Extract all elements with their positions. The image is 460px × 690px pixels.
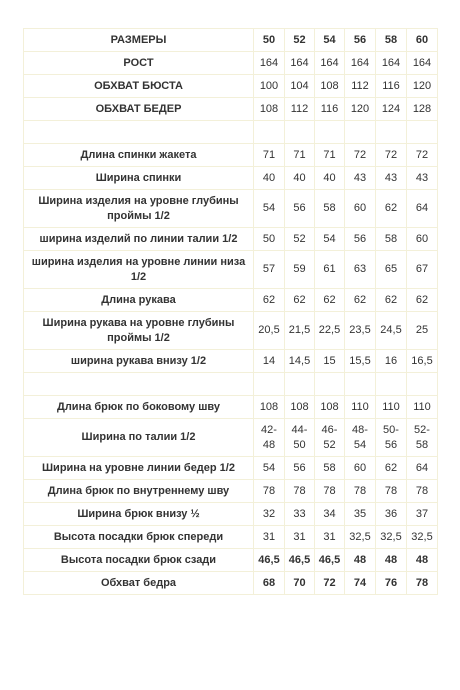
size-value-cell: 40 (285, 167, 315, 190)
size-value-cell (254, 373, 285, 396)
size-value-cell (407, 121, 438, 144)
size-value-cell: 24,5 (376, 312, 407, 350)
row-label: Ширина брюк внизу ½ (24, 503, 254, 526)
size-value-cell: 32,5 (345, 526, 376, 549)
table-row (24, 480, 438, 503)
size-value-cell: 62 (376, 289, 407, 312)
size-value-cell: 57 (254, 251, 285, 289)
size-value-cell: 46,5 (254, 549, 285, 572)
size-value-cell: 164 (407, 52, 438, 75)
size-value-cell (254, 121, 285, 144)
size-value-cell: 68 (254, 572, 285, 595)
size-value-cell: 76 (376, 572, 407, 595)
size-value-cell: 20,5 (254, 312, 285, 350)
size-value-cell: 14,5 (285, 350, 315, 373)
size-value-cell: 56 (345, 228, 376, 251)
size-value-cell: 112 (285, 98, 315, 121)
size-value-cell: 108 (315, 75, 345, 98)
row-label: ОБХВАТ БЕДЕР (24, 98, 254, 121)
size-value-cell: 120 (345, 98, 376, 121)
table-row (24, 52, 438, 75)
row-label: Длина брюк по внутреннему шву (24, 480, 254, 503)
size-value-cell: 72 (345, 144, 376, 167)
size-value-cell: 60 (345, 457, 376, 480)
size-value-cell (285, 373, 315, 396)
size-value-cell: 108 (254, 396, 285, 419)
size-value-cell: 72 (376, 144, 407, 167)
size-value-cell: 71 (285, 144, 315, 167)
row-label (24, 121, 254, 144)
table-row (24, 396, 438, 419)
size-value-cell: 58 (315, 457, 345, 480)
row-label: РОСТ (24, 52, 254, 75)
size-value-cell: 58 (376, 228, 407, 251)
size-value-cell: 43 (407, 167, 438, 190)
size-value-cell: 62 (285, 289, 315, 312)
size-value-cell (376, 373, 407, 396)
table-row (24, 75, 438, 98)
row-label: Ширина по талии 1/2 (24, 419, 254, 457)
size-value-cell: 32,5 (376, 526, 407, 549)
size-value-cell: 110 (345, 396, 376, 419)
row-label: Ширина на уровне линии бедер 1/2 (24, 457, 254, 480)
size-value-cell: 128 (407, 98, 438, 121)
size-value-cell: 54 (254, 190, 285, 228)
size-value-cell: 64 (407, 457, 438, 480)
size-value-cell: 16 (376, 350, 407, 373)
size-value-cell: 78 (407, 480, 438, 503)
size-value-cell (285, 121, 315, 144)
row-label: ширина изделия на уровне линии низа 1/2 (24, 251, 254, 289)
size-value-cell: 52-58 (407, 419, 438, 457)
size-value-cell: 31 (285, 526, 315, 549)
row-label: Высота посадки брюк сзади (24, 549, 254, 572)
table-row (24, 312, 438, 350)
size-value-cell: 112 (345, 75, 376, 98)
size-value-cell: 124 (376, 98, 407, 121)
size-value-cell: 44-50 (285, 419, 315, 457)
size-value-cell: 78 (254, 480, 285, 503)
size-value-cell: 32 (254, 503, 285, 526)
size-value-cell: 22,5 (315, 312, 345, 350)
table-row (24, 419, 438, 457)
size-value-cell (345, 121, 376, 144)
size-value-cell: 58 (315, 190, 345, 228)
row-label: Ширина изделия на уровне глубины проймы 1/2 (24, 190, 254, 228)
size-value-cell: 78 (407, 572, 438, 595)
size-value-cell: 50 (254, 29, 285, 52)
size-value-cell: 31 (315, 526, 345, 549)
size-value-cell: 25 (407, 312, 438, 350)
table-row (24, 549, 438, 572)
size-value-cell (315, 121, 345, 144)
size-value-cell: 108 (315, 396, 345, 419)
size-value-cell: 74 (345, 572, 376, 595)
size-value-cell: 56 (285, 457, 315, 480)
size-value-cell: 65 (376, 251, 407, 289)
size-value-cell: 72 (315, 572, 345, 595)
size-value-cell: 46-52 (315, 419, 345, 457)
size-value-cell: 54 (315, 29, 345, 52)
size-value-cell: 61 (315, 251, 345, 289)
size-value-cell (315, 373, 345, 396)
size-value-cell: 164 (376, 52, 407, 75)
size-value-cell: 64 (407, 190, 438, 228)
size-value-cell: 36 (376, 503, 407, 526)
size-value-cell: 110 (376, 396, 407, 419)
size-value-cell: 35 (345, 503, 376, 526)
spacer-row (24, 373, 438, 396)
size-value-cell: 33 (285, 503, 315, 526)
size-value-cell (345, 373, 376, 396)
table-row (24, 29, 438, 52)
row-label (24, 373, 254, 396)
size-value-cell: 48 (345, 549, 376, 572)
size-value-cell: 60 (407, 228, 438, 251)
size-value-cell: 54 (315, 228, 345, 251)
size-value-cell: 60 (345, 190, 376, 228)
size-value-cell: 60 (407, 29, 438, 52)
size-value-cell: 71 (315, 144, 345, 167)
size-value-cell: 62 (376, 190, 407, 228)
size-value-cell: 72 (407, 144, 438, 167)
table-row (24, 572, 438, 595)
size-value-cell: 71 (254, 144, 285, 167)
size-value-cell: 50-56 (376, 419, 407, 457)
size-value-cell: 108 (285, 396, 315, 419)
size-value-cell: 15,5 (345, 350, 376, 373)
size-value-cell: 46,5 (285, 549, 315, 572)
size-value-cell: 34 (315, 503, 345, 526)
size-value-cell: 32,5 (407, 526, 438, 549)
size-value-cell: 15 (315, 350, 345, 373)
size-value-cell: 62 (345, 289, 376, 312)
row-label: ширина рукава внизу 1/2 (24, 350, 254, 373)
size-value-cell: 48-54 (345, 419, 376, 457)
size-value-cell (407, 373, 438, 396)
table-row (24, 98, 438, 121)
size-value-cell: 48 (376, 549, 407, 572)
row-label: Длина брюк по боковому шву (24, 396, 254, 419)
size-value-cell: 100 (254, 75, 285, 98)
size-value-cell: 164 (285, 52, 315, 75)
table-row (24, 289, 438, 312)
size-value-cell: 63 (345, 251, 376, 289)
table-row (24, 228, 438, 251)
row-label: Высота посадки брюк спереди (24, 526, 254, 549)
size-value-cell: 58 (376, 29, 407, 52)
size-value-cell: 43 (345, 167, 376, 190)
size-value-cell: 59 (285, 251, 315, 289)
size-value-cell: 21,5 (285, 312, 315, 350)
size-value-cell: 108 (254, 98, 285, 121)
row-label: РАЗМЕРЫ (24, 29, 254, 52)
size-value-cell: 78 (285, 480, 315, 503)
size-value-cell: 164 (345, 52, 376, 75)
size-value-cell: 62 (407, 289, 438, 312)
size-value-cell: 62 (254, 289, 285, 312)
size-value-cell: 14 (254, 350, 285, 373)
size-value-cell: 48 (407, 549, 438, 572)
row-label: Ширина спинки (24, 167, 254, 190)
table-row (24, 503, 438, 526)
size-value-cell: 120 (407, 75, 438, 98)
row-label: Длина рукава (24, 289, 254, 312)
table-row (24, 251, 438, 289)
row-label: ОБХВАТ БЮСТА (24, 75, 254, 98)
size-value-cell: 43 (376, 167, 407, 190)
spacer-row (24, 121, 438, 144)
size-value-cell: 78 (315, 480, 345, 503)
size-value-cell: 56 (285, 190, 315, 228)
row-label: Длина спинки жакета (24, 144, 254, 167)
table-row (24, 190, 438, 228)
size-value-cell: 116 (376, 75, 407, 98)
size-value-cell: 50 (254, 228, 285, 251)
size-value-cell: 78 (376, 480, 407, 503)
size-chart-table (23, 28, 438, 595)
size-value-cell: 40 (254, 167, 285, 190)
size-value-cell: 23,5 (345, 312, 376, 350)
size-value-cell: 62 (315, 289, 345, 312)
size-value-cell: 116 (315, 98, 345, 121)
size-value-cell: 56 (345, 29, 376, 52)
table-row (24, 144, 438, 167)
size-value-cell: 110 (407, 396, 438, 419)
size-value-cell: 54 (254, 457, 285, 480)
size-value-cell: 164 (254, 52, 285, 75)
size-value-cell: 40 (315, 167, 345, 190)
size-value-cell (376, 121, 407, 144)
size-value-cell: 70 (285, 572, 315, 595)
size-value-cell: 52 (285, 228, 315, 251)
table-row (24, 526, 438, 549)
table-row (24, 457, 438, 480)
size-value-cell: 164 (315, 52, 345, 75)
size-value-cell: 42-48 (254, 419, 285, 457)
size-value-cell: 67 (407, 251, 438, 289)
size-value-cell: 37 (407, 503, 438, 526)
row-label: ширина изделий по линии талии 1/2 (24, 228, 254, 251)
row-label: Обхват бедра (24, 572, 254, 595)
size-value-cell: 78 (345, 480, 376, 503)
size-value-cell: 104 (285, 75, 315, 98)
table-row (24, 167, 438, 190)
row-label: Ширина рукава на уровне глубины проймы 1/2 (24, 312, 254, 350)
size-value-cell: 52 (285, 29, 315, 52)
table-row (24, 350, 438, 373)
size-value-cell: 31 (254, 526, 285, 549)
size-value-cell: 62 (376, 457, 407, 480)
size-value-cell: 16,5 (407, 350, 438, 373)
size-value-cell: 46,5 (315, 549, 345, 572)
